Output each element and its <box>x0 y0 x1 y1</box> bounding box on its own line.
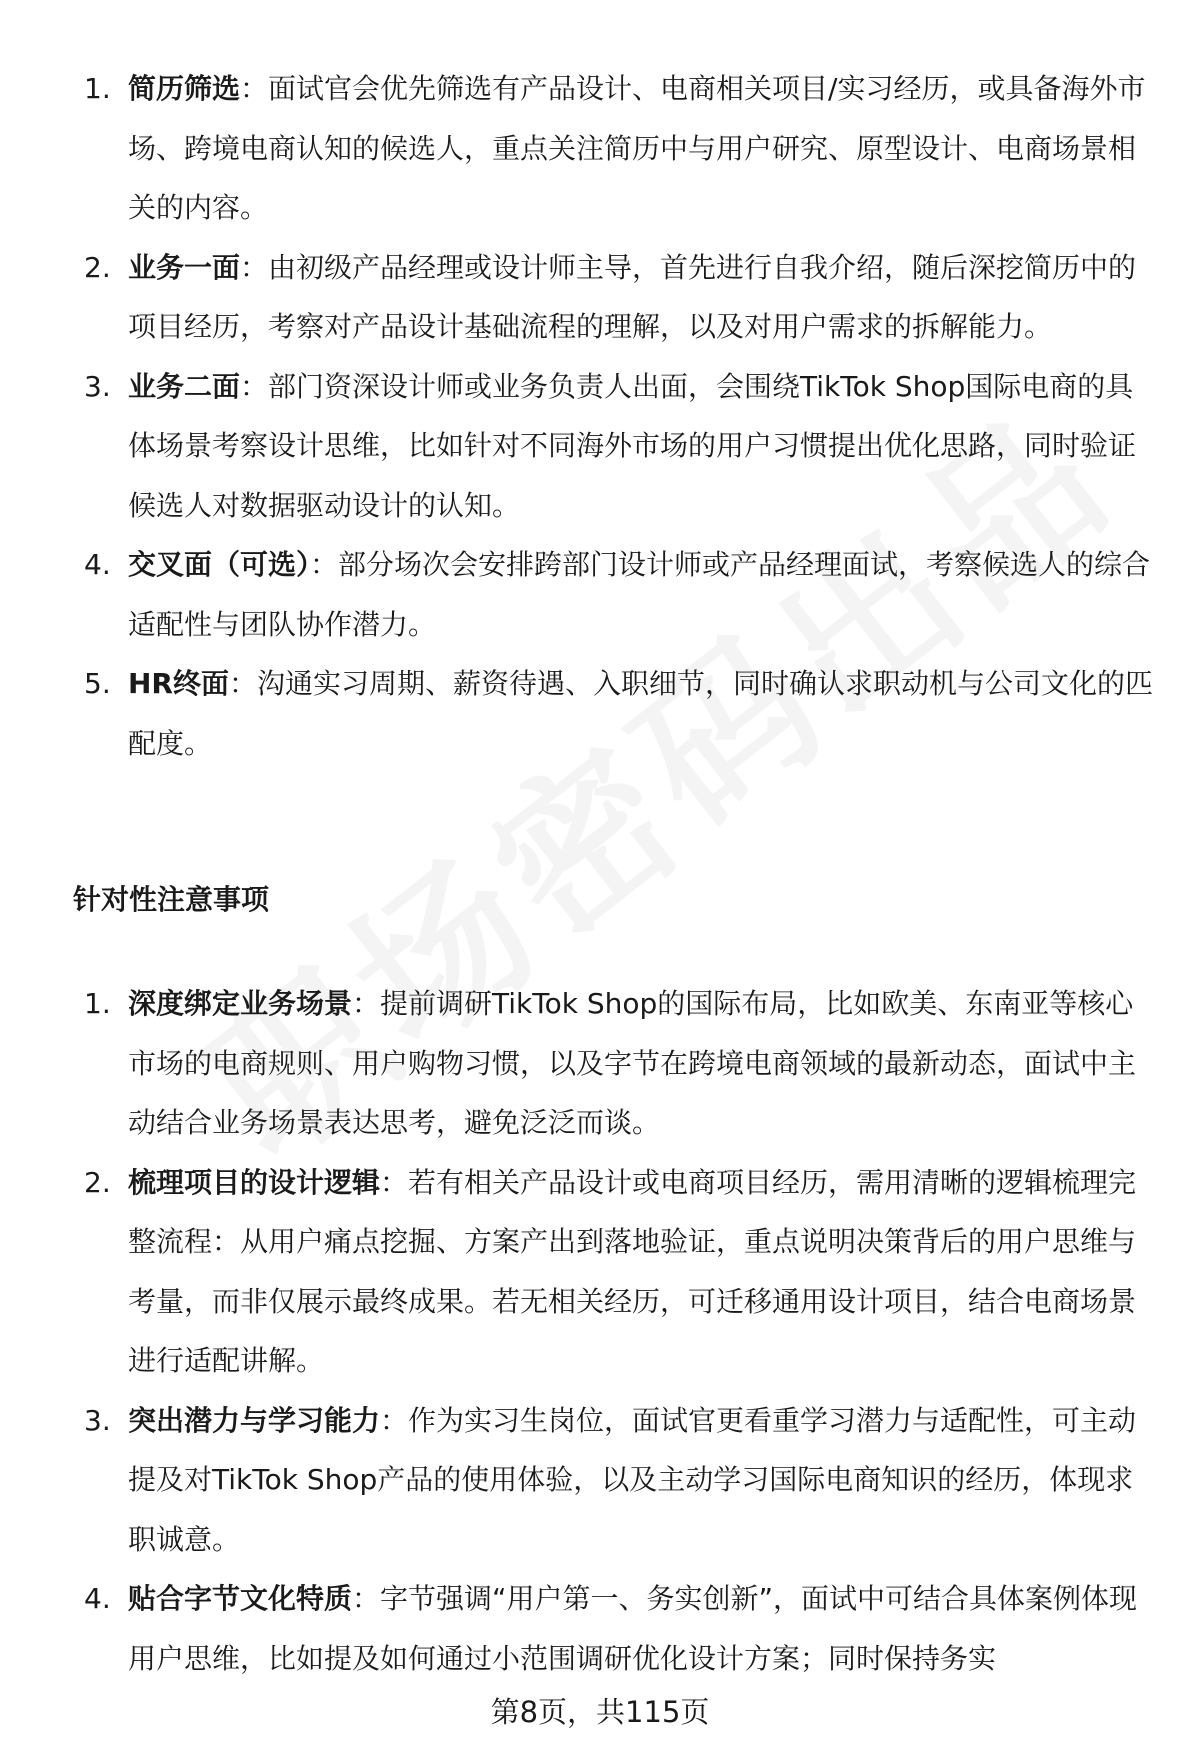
list-item <box>0 974 1200 1153</box>
item-description: ：提前调研TikTok Shop的国际布局，比如欧美、东南亚等核心市场的电商规则、用户购物习惯，以及字节在跨境电商领域的最新动态，面试中主动结合业务场景表达思考，避免泛泛而谈。 <box>128 987 1137 1139</box>
item-number: 2. <box>84 1165 111 1199</box>
item-number: 3. <box>84 1403 111 1437</box>
item-term: 梳理项目的设计逻辑 <box>128 1165 381 1199</box>
item-number: 4. <box>84 1582 111 1615</box>
tips-list <box>0 974 1200 1688</box>
item-term: 突出潜力与学习能力 <box>128 1403 381 1437</box>
item-description: ：沟通实习周期、薪资待遇、入职细节，同时确认求职动机与公司文化的匹配度。 <box>128 667 1154 760</box>
item-number: 5. <box>84 667 111 700</box>
list-item <box>0 1569 1200 1688</box>
list-item <box>0 59 1200 238</box>
list-item <box>0 1391 1200 1570</box>
item-description: ：由初级产品经理或设计师主导，首先进行自我介绍，随后深挖简历中的项目经历，考察对产品设计基础流程的理解，以及对用户需求的拆解能力。 <box>128 250 1137 343</box>
item-term: 交叉面（可选） <box>128 548 311 581</box>
page-footer: 第8页，共115页 <box>490 1695 710 1729</box>
item-description: ：部门资深设计师或业务负责人出面，会围绕TikTok Shop国际电商的具体场景考察设计思维，比如针对不同海外市场的用户习惯提出优化思路，同时验证候选人对数据驱动设计的认知。 <box>128 369 1137 522</box>
list-item <box>0 535 1200 654</box>
section-heading: 针对性注意事项 <box>73 883 270 916</box>
item-number: 1. <box>84 987 111 1020</box>
item-term: 深度绑定业务场景 <box>128 987 353 1020</box>
item-description: ：字节强调“用户第一、务实创新”，面试中可结合具体案例体现用户思维，比如提及如何通过小范围调研优化设计方案；同时保持务实 <box>128 1582 1138 1675</box>
item-number: 2. <box>84 250 111 284</box>
item-number: 4. <box>84 548 111 581</box>
item-number: 3. <box>84 369 111 403</box>
item-term: HR终面 <box>128 667 229 700</box>
item-description: ：面试官会优先筛选有产品设计、电商相关项目/实习经历，或具备海外市场、跨境电商认知的候选人，重点关注简历中与用户研究、原型设计、电商场景相关的内容。 <box>128 72 1146 224</box>
item-description: ：部分场次会安排跨部门设计师或产品经理面试，考察候选人的综合适配性与团队协作潜力。 <box>128 548 1151 641</box>
item-term: 贴合字节文化特质 <box>128 1582 353 1615</box>
list-item <box>0 238 1200 357</box>
list-item <box>0 654 1200 773</box>
item-number: 1. <box>84 72 111 105</box>
item-term: 业务一面 <box>128 250 241 284</box>
item-description: ：若有相关产品设计或电商项目经历，需用清晰的逻辑梳理完整流程：从用户痛点挖掘、方案产出到落地验证，重点说明决策背后的用户思维与考量，而非仅展示最终成果。若无相关经历，可迁移通用设计项目，结合电商场景进行适配讲解。 <box>128 1165 1137 1377</box>
interview-process-list <box>0 59 1200 773</box>
item-term: 简历筛选 <box>128 72 241 105</box>
list-item <box>0 357 1200 536</box>
item-term: 业务二面 <box>128 369 241 403</box>
list-item <box>0 1153 1200 1391</box>
item-description: ：作为实习生岗位，面试官更看重学习潜力与适配性，可主动提及对TikTok Shop产品的使用体验，以及主动学习国际电商知识的经历，体现求职诚意。 <box>128 1403 1137 1556</box>
